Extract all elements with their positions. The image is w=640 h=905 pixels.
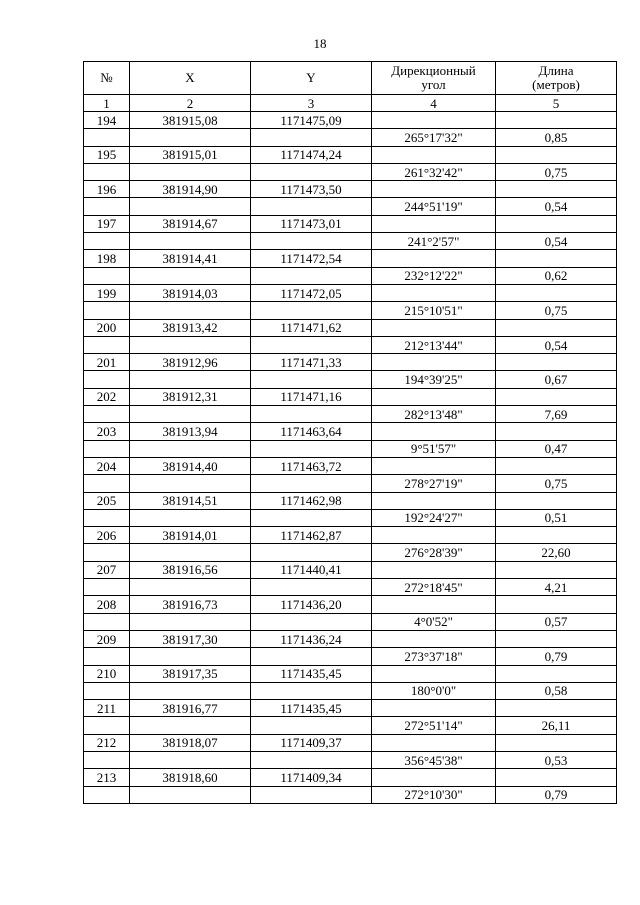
cell-y: 1171409,34 (251, 769, 372, 786)
cell-x: 381912,96 (130, 354, 251, 371)
cell-x (130, 163, 251, 180)
cell-point-number: 204 (84, 457, 130, 474)
table-row (84, 561, 617, 578)
cell-y: 1171463,72 (251, 457, 372, 474)
cell-point-number (84, 267, 130, 284)
cell-x (130, 786, 251, 803)
cell-y: 1171474,24 (251, 146, 372, 163)
table-row (84, 665, 617, 682)
table-row (84, 354, 617, 371)
table-row (84, 163, 617, 180)
table-row (84, 198, 617, 215)
cell-point-number (84, 198, 130, 215)
cell-x: 381918,60 (130, 769, 251, 786)
cell-y: 1171435,45 (251, 700, 372, 717)
cell-direction-angle (372, 665, 496, 682)
cell-direction-angle: 272°18'45" (372, 579, 496, 596)
table-row (84, 319, 617, 336)
table-row (84, 388, 617, 405)
cell-point-number: 213 (84, 769, 130, 786)
table-row (84, 475, 617, 492)
cell-direction-angle (372, 769, 496, 786)
table-row (84, 267, 617, 284)
cell-x: 381917,35 (130, 665, 251, 682)
table-row (84, 734, 617, 751)
cell-point-number: 201 (84, 354, 130, 371)
cell-direction-angle: 261°32'42" (372, 163, 496, 180)
cell-direction-angle: 282°13'48" (372, 406, 496, 423)
table-row (84, 146, 617, 163)
column-index-cell: 3 (251, 95, 372, 112)
cell-y (251, 440, 372, 457)
cell-length (496, 665, 617, 682)
cell-point-number: 205 (84, 492, 130, 509)
cell-direction-angle (372, 388, 496, 405)
cell-y (251, 129, 372, 146)
table-row (84, 302, 617, 319)
cell-point-number: 196 (84, 181, 130, 198)
table-row (84, 579, 617, 596)
cell-length: 0,67 (496, 371, 617, 388)
cell-y (251, 163, 372, 180)
cell-point-number (84, 129, 130, 146)
cell-direction-angle: 212°13'44" (372, 336, 496, 353)
cell-direction-angle: 278°27'19" (372, 475, 496, 492)
cell-x: 381916,56 (130, 561, 251, 578)
column-index-cell: 2 (130, 95, 251, 112)
cell-point-number (84, 786, 130, 803)
cell-x (130, 509, 251, 526)
cell-x: 381916,77 (130, 700, 251, 717)
cell-point-number (84, 717, 130, 734)
table-row (84, 233, 617, 250)
cell-x (130, 648, 251, 665)
cell-point-number (84, 648, 130, 665)
cell-length (496, 492, 617, 509)
cell-length (496, 700, 617, 717)
cell-x: 381912,31 (130, 388, 251, 405)
cell-point-number: 199 (84, 284, 130, 301)
cell-direction-angle (372, 284, 496, 301)
cell-y (251, 336, 372, 353)
cell-length (496, 769, 617, 786)
cell-x (130, 613, 251, 630)
cell-point-number: 207 (84, 561, 130, 578)
cell-length (496, 734, 617, 751)
cell-length (496, 527, 617, 544)
cell-y (251, 648, 372, 665)
table-row (84, 596, 617, 613)
table-row (84, 527, 617, 544)
cell-point-number (84, 163, 130, 180)
cell-x: 381914,51 (130, 492, 251, 509)
cell-direction-angle (372, 700, 496, 717)
cell-point-number: 202 (84, 388, 130, 405)
cell-direction-angle: 192°24'27" (372, 509, 496, 526)
cell-length (496, 319, 617, 336)
cell-length (496, 423, 617, 440)
cell-x: 381914,01 (130, 527, 251, 544)
cell-length: 0,53 (496, 751, 617, 768)
cell-y: 1171440,41 (251, 561, 372, 578)
cell-direction-angle: 244°51'19" (372, 198, 496, 215)
cell-x (130, 579, 251, 596)
cell-direction-angle (372, 423, 496, 440)
cell-direction-angle: 272°10'30" (372, 786, 496, 803)
table-row (84, 509, 617, 526)
cell-length (496, 112, 617, 129)
table-row (84, 440, 617, 457)
cell-point-number (84, 233, 130, 250)
cell-x: 381914,90 (130, 181, 251, 198)
cell-point-number (84, 579, 130, 596)
cell-direction-angle: 194°39'25" (372, 371, 496, 388)
cell-direction-angle (372, 354, 496, 371)
cell-y (251, 786, 372, 803)
cell-length: 0,54 (496, 336, 617, 353)
cell-direction-angle: 273°37'18" (372, 648, 496, 665)
cell-x (130, 233, 251, 250)
cell-length (496, 457, 617, 474)
cell-point-number (84, 613, 130, 630)
cell-y: 1171473,01 (251, 215, 372, 232)
table-row (84, 630, 617, 647)
cell-x (130, 475, 251, 492)
cell-y: 1171435,45 (251, 665, 372, 682)
cell-y: 1171436,24 (251, 630, 372, 647)
cell-point-number: 194 (84, 112, 130, 129)
table-row (84, 544, 617, 561)
cell-y: 1171463,64 (251, 423, 372, 440)
cell-length: 0,51 (496, 509, 617, 526)
cell-length (496, 284, 617, 301)
table-row (84, 371, 617, 388)
cell-direction-angle (372, 146, 496, 163)
cell-direction-angle: 276°28'39" (372, 544, 496, 561)
cell-point-number: 197 (84, 215, 130, 232)
cell-x: 381913,42 (130, 319, 251, 336)
cell-direction-angle (372, 112, 496, 129)
cell-y (251, 751, 372, 768)
cell-x (130, 682, 251, 699)
cell-y (251, 682, 372, 699)
cell-length: 0,58 (496, 682, 617, 699)
cell-y: 1171472,05 (251, 284, 372, 301)
cell-length (496, 215, 617, 232)
table-row (84, 112, 617, 129)
cell-length: 26,11 (496, 717, 617, 734)
cell-point-number (84, 336, 130, 353)
cell-x: 381917,30 (130, 630, 251, 647)
table-row (84, 406, 617, 423)
cell-point-number (84, 751, 130, 768)
cell-y: 1171471,33 (251, 354, 372, 371)
cell-x (130, 129, 251, 146)
cell-y (251, 509, 372, 526)
cell-length (496, 630, 617, 647)
header-cell-direction-angle: Дирекционный угол (372, 62, 496, 95)
cell-point-number (84, 406, 130, 423)
cell-direction-angle (372, 457, 496, 474)
coordinates-table (83, 61, 617, 804)
cell-direction-angle: 232°12'22" (372, 267, 496, 284)
cell-x (130, 406, 251, 423)
cell-length (496, 250, 617, 267)
cell-length (496, 146, 617, 163)
cell-x (130, 371, 251, 388)
table-row (84, 181, 617, 198)
cell-length (496, 388, 617, 405)
cell-point-number: 211 (84, 700, 130, 717)
cell-point-number: 212 (84, 734, 130, 751)
column-index-cell: 5 (496, 95, 617, 112)
cell-x: 381916,73 (130, 596, 251, 613)
cell-x: 381914,67 (130, 215, 251, 232)
cell-direction-angle: 272°51'14" (372, 717, 496, 734)
cell-x (130, 751, 251, 768)
header-cell-x: X (130, 62, 251, 95)
table-row (84, 284, 617, 301)
cell-x (130, 717, 251, 734)
cell-y: 1171473,50 (251, 181, 372, 198)
cell-point-number: 209 (84, 630, 130, 647)
cell-direction-angle: 356°45'38" (372, 751, 496, 768)
cell-y: 1171462,87 (251, 527, 372, 544)
cell-y: 1171409,37 (251, 734, 372, 751)
cell-x: 381913,94 (130, 423, 251, 440)
cell-y: 1171471,62 (251, 319, 372, 336)
cell-direction-angle: 180°0'0" (372, 682, 496, 699)
cell-y: 1171471,16 (251, 388, 372, 405)
cell-length: 4,21 (496, 579, 617, 596)
cell-x: 381915,08 (130, 112, 251, 129)
cell-direction-angle (372, 734, 496, 751)
table-row (84, 336, 617, 353)
cell-y (251, 717, 372, 734)
cell-length (496, 354, 617, 371)
cell-point-number: 198 (84, 250, 130, 267)
table-row (84, 769, 617, 786)
table-row (84, 717, 617, 734)
cell-direction-angle: 241°2'57" (372, 233, 496, 250)
cell-x (130, 302, 251, 319)
cell-x (130, 198, 251, 215)
cell-x (130, 336, 251, 353)
table-row (84, 457, 617, 474)
cell-y (251, 613, 372, 630)
cell-direction-angle (372, 492, 496, 509)
cell-length (496, 596, 617, 613)
table-row (84, 423, 617, 440)
cell-point-number: 200 (84, 319, 130, 336)
table-row (84, 682, 617, 699)
cell-point-number (84, 682, 130, 699)
cell-y (251, 198, 372, 215)
cell-y: 1171475,09 (251, 112, 372, 129)
cell-length: 22,60 (496, 544, 617, 561)
cell-point-number: 206 (84, 527, 130, 544)
cell-point-number (84, 509, 130, 526)
cell-point-number (84, 475, 130, 492)
cell-length: 7,69 (496, 406, 617, 423)
cell-x: 381918,07 (130, 734, 251, 751)
cell-point-number: 203 (84, 423, 130, 440)
table-row (84, 751, 617, 768)
cell-x: 381914,41 (130, 250, 251, 267)
cell-point-number (84, 440, 130, 457)
cell-direction-angle: 265°17'32" (372, 129, 496, 146)
cell-point-number: 210 (84, 665, 130, 682)
cell-direction-angle: 9°51'57" (372, 440, 496, 457)
cell-y: 1171436,20 (251, 596, 372, 613)
cell-direction-angle (372, 250, 496, 267)
cell-direction-angle: 4°0'52" (372, 613, 496, 630)
header-cell-y: Y (251, 62, 372, 95)
cell-x (130, 544, 251, 561)
cell-length: 0,54 (496, 198, 617, 215)
cell-direction-angle: 215°10'51" (372, 302, 496, 319)
table-row (84, 492, 617, 509)
column-index-cell: 1 (84, 95, 130, 112)
cell-length (496, 561, 617, 578)
cell-direction-angle (372, 215, 496, 232)
cell-x: 381915,01 (130, 146, 251, 163)
cell-direction-angle (372, 319, 496, 336)
cell-direction-angle (372, 596, 496, 613)
column-index-cell: 4 (372, 95, 496, 112)
cell-x (130, 440, 251, 457)
table-body (84, 112, 617, 804)
cell-direction-angle (372, 527, 496, 544)
header-cell-length: Длина (метров) (496, 62, 617, 95)
cell-y (251, 475, 372, 492)
cell-x (130, 267, 251, 284)
column-index-row (84, 95, 617, 112)
cell-y (251, 267, 372, 284)
table-row (84, 786, 617, 803)
header-row (84, 62, 617, 95)
table-row (84, 700, 617, 717)
cell-x: 381914,40 (130, 457, 251, 474)
cell-direction-angle (372, 181, 496, 198)
cell-point-number: 195 (84, 146, 130, 163)
cell-length: 0,75 (496, 475, 617, 492)
cell-y: 1171472,54 (251, 250, 372, 267)
cell-point-number: 208 (84, 596, 130, 613)
cell-length: 0,79 (496, 786, 617, 803)
cell-y: 1171462,98 (251, 492, 372, 509)
table-row (84, 215, 617, 232)
cell-length: 0,79 (496, 648, 617, 665)
cell-y (251, 579, 372, 596)
cell-length: 0,62 (496, 267, 617, 284)
cell-point-number (84, 544, 130, 561)
cell-y (251, 371, 372, 388)
page-number: 18 (313, 36, 327, 51)
cell-direction-angle (372, 630, 496, 647)
header-cell-number: № (84, 62, 130, 95)
cell-length (496, 181, 617, 198)
cell-y (251, 406, 372, 423)
cell-x: 381914,03 (130, 284, 251, 301)
cell-y (251, 302, 372, 319)
table-row (84, 129, 617, 146)
cell-point-number (84, 302, 130, 319)
cell-length: 0,85 (496, 129, 617, 146)
cell-length: 0,54 (496, 233, 617, 250)
cell-length: 0,57 (496, 613, 617, 630)
cell-length: 0,75 (496, 302, 617, 319)
cell-y (251, 544, 372, 561)
cell-y (251, 233, 372, 250)
cell-length: 0,75 (496, 163, 617, 180)
cell-direction-angle (372, 561, 496, 578)
cell-length: 0,47 (496, 440, 617, 457)
table-row (84, 613, 617, 630)
table-row (84, 250, 617, 267)
cell-point-number (84, 371, 130, 388)
table-row (84, 648, 617, 665)
